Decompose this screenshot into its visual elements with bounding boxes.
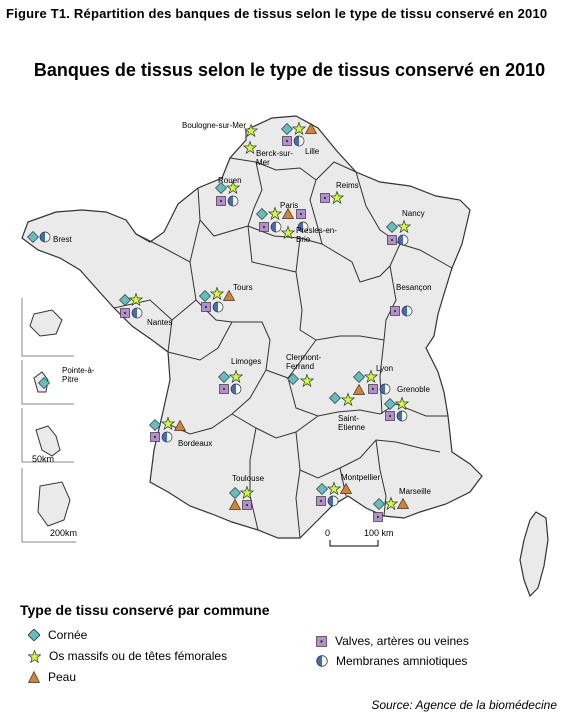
membranes-marker [40,232,50,242]
membranes-marker [271,222,281,232]
city-label: Lille [305,147,320,156]
triangle-icon [28,671,40,683]
city-label: Pitre [62,375,79,384]
diamond-icon [28,629,40,641]
source-note: Source: Agence de la biomédecine [371,698,557,712]
membranes-marker [132,308,142,318]
scale-bar [325,528,394,546]
square-icon [316,636,327,647]
city-label: Marseille [399,487,432,496]
legend-label-peau: Peau [48,670,77,684]
corsica-outline [520,512,548,596]
city-label: Montpellier [341,473,381,482]
city-label: Lyon [376,364,394,373]
city-label: Clermont- [286,353,322,362]
half-circle-icon [316,655,328,667]
valves-marker [321,194,330,203]
valves-marker [297,210,306,219]
city-label: Brest [53,235,72,244]
city-label: Pointe-à- [62,366,95,375]
membranes-marker [231,384,241,394]
scale-zero: 0 [325,528,331,538]
membranes-marker [294,136,304,146]
city-label: Besançon [396,283,432,292]
city-label: Reims [336,181,359,190]
star-icon [28,650,41,663]
legend-title: Type de tissu conservé par commune [20,602,270,618]
city-label: Bordeaux [178,439,213,448]
membranes-marker [228,196,238,206]
valves-marker [260,223,269,232]
inset-scale-200km: 200km [50,528,78,538]
membranes-marker [380,384,390,394]
valves-marker [121,309,130,318]
membranes-marker [162,432,172,442]
valves-marker [220,385,229,394]
valves-marker [202,303,211,312]
legend-label-valves: Valves, artères ou veines [335,634,469,648]
city-label: Tours [233,283,253,292]
city-label: Berck-sur- [256,149,293,158]
membranes-marker [397,411,407,421]
legend-item-membranes [316,654,467,668]
city-label: Boulogne-sur-Mer [182,121,247,130]
city-group [39,366,95,389]
city-label: Nancy [402,209,425,218]
valves-marker [151,433,160,442]
city-label: Mer [256,158,270,167]
membranes-marker [213,302,223,312]
valves-marker [243,501,252,510]
map-title: Banques de tissus selon le type de tissus conservé en 2010 [33,60,546,80]
legend-label-membranes: Membranes amniotiques [336,654,468,668]
valves-marker [317,497,326,506]
city-label: Rouen [218,176,242,185]
valves-marker [369,385,378,394]
legend-label-os: Os massifs ou de têtes fémorales [49,649,228,663]
legend-item-cornee [28,628,87,642]
figure-title: Figure T1. Répartition des banques de tissus selon le type de tissu conservé en 2010 [6,6,548,21]
city-label: Paris [280,201,299,210]
valves-marker [217,197,226,206]
city-label: Saint- [338,414,359,423]
valves-marker [374,513,383,522]
membranes-marker [398,235,408,245]
legend-item-valves [316,634,469,648]
valves-marker [283,137,292,146]
membranes-marker [328,496,338,506]
overseas-insets [22,298,76,542]
valves-marker [386,412,395,421]
city-label: Brie [296,235,311,244]
legend-item-peau [28,670,76,684]
inset-scale-50km: 50km [32,454,55,464]
legend-item-os [28,649,227,663]
valves-marker [391,307,400,316]
city-label: Presles-en- [296,226,337,235]
city-label: Toulouse [232,474,265,483]
legend-label-cornee: Cornée [48,628,88,642]
city-label: Etienne [338,423,366,432]
city-label: Nantes [147,318,173,327]
city-label: Ferrand [286,362,315,371]
city-label: Grenoble [397,385,430,394]
valves-marker [388,236,397,245]
city-label: Limoges [231,357,262,366]
scale-100km: 100 km [364,528,394,538]
membranes-marker [402,306,412,316]
